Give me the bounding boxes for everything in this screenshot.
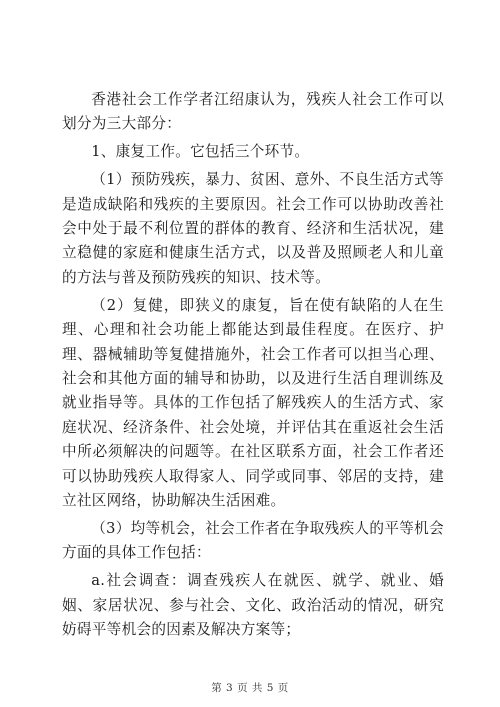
paragraph-rehab-heading: 1、康复工作。它包括三个环节。 — [91, 143, 310, 161]
page-number-footer: 第 3 页 共 5 页 — [211, 682, 289, 694]
paragraph-social-survey: a.社会调查：调查残疾人在就医、就学、就业、婚姻、家居状况、参与社会、文化、政治活动的情况，研究妨碍平等机会的因素及解决方案等； — [62, 572, 444, 639]
paragraph-rehabilitation: （2）复健，即狭义的康复，旨在使有缺陷的人在生理、心理和社会功能上都能达到最佳程度。在医疗、护理、器械辅助等复健措施外，社会工作者可以担当心理、社会和其他方面的辅导和协助，以及进行生活自理训练及就业指导等。具体的工作包括了解残疾人的生活方式、家庭状况、经济条件、社会处境，并评估其在重返社会生活中所必须解决的问题等。在社区联系方面，社会工作者还可以协助残疾人取得家人、同学或同事、邻居的支持，建立社区网络，协助解决生活困难。 — [62, 296, 444, 509]
document-body — [62, 88, 444, 642]
paragraph-prevention: （1）预防残疾，暴力、贫困、意外、不良生活方式等是造成缺陷和残疾的主要原因。社会工作可以协助改善社会中处于最不利位置的群体的教育、经济和生活状况，建立稳健的家庭和健康生活方式，以及普及照顾老人和儿童的方法与普及预防残疾的知识、技术等。 — [62, 171, 444, 286]
paragraph-equal-opportunity: （3）均等机会，社会工作者在争取残疾人的平等机会方面的具体工作包括： — [62, 519, 444, 562]
paragraph-intro: 香港社会工作学者江绍康认为，残疾人社会工作可以划分为三大部分： — [62, 91, 444, 133]
